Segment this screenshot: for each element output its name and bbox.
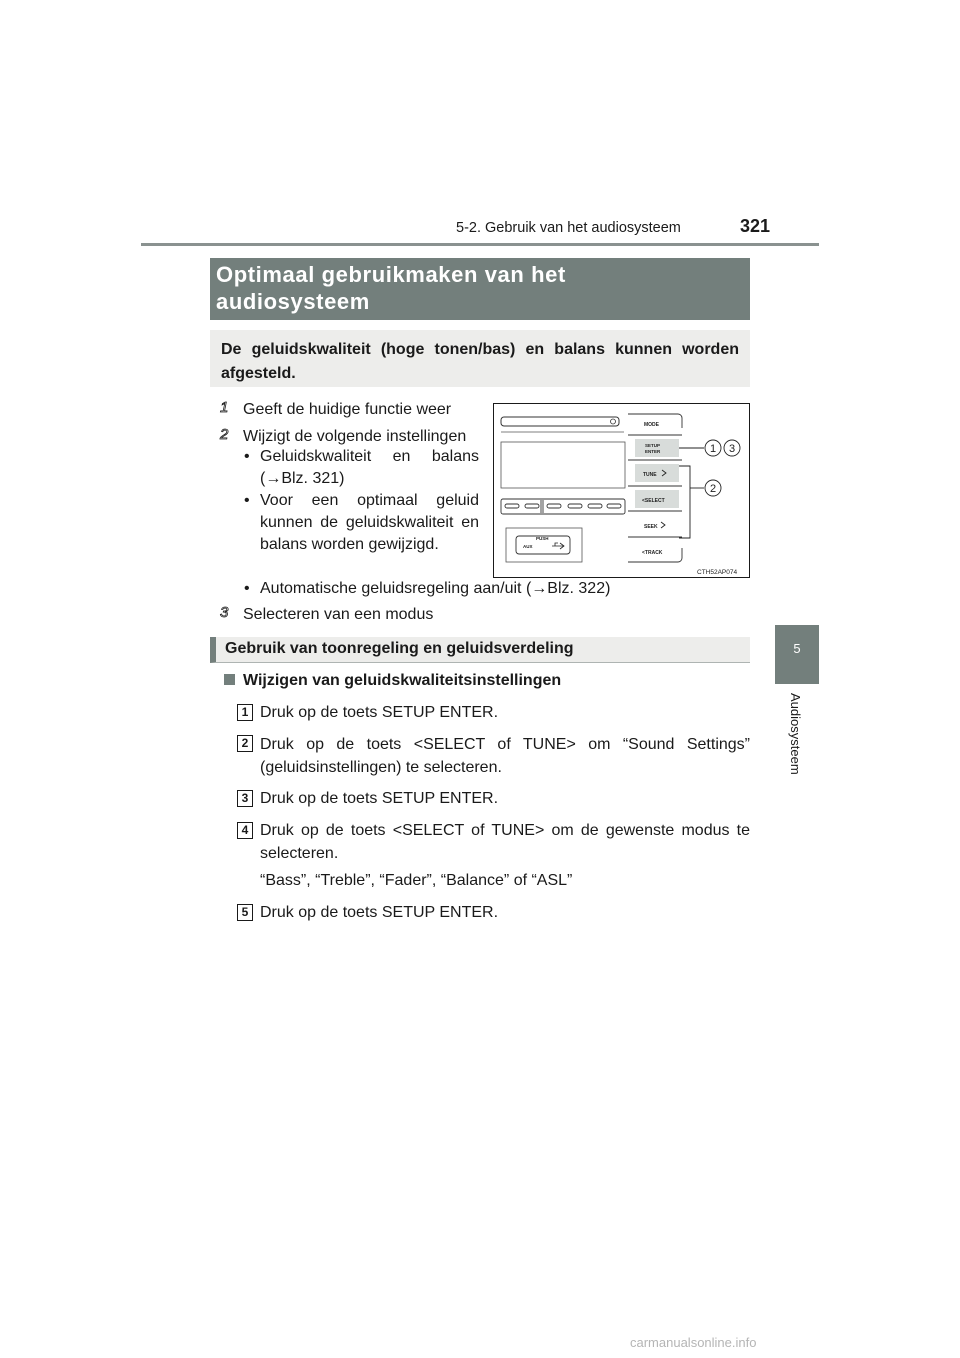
- track-label: <TRACK: [642, 550, 663, 556]
- intro-text: De geluidskwaliteit (hoge tonen/bas) en balans kunnen worden afgesteld.: [210, 330, 750, 387]
- callout-text-2: Wijzigt de volgende instellingen: [243, 428, 467, 445]
- seek-label: SEEK: [644, 524, 658, 530]
- select-label: <SELECT: [642, 498, 665, 504]
- audio-panel-diagram: [493, 403, 750, 578]
- aux-panel: [506, 528, 582, 562]
- aux-label: AUX: [523, 544, 533, 549]
- chapter-number: 5: [793, 641, 801, 656]
- subsection-title: Gebruik van toonregeling en geluidsverdeling: [210, 637, 750, 663]
- step-number-3: 3: [237, 790, 253, 807]
- step-text-3: Druk op de toets SETUP ENTER.: [260, 790, 499, 807]
- callout-text-1: Geeft de huidige functie weer: [243, 401, 452, 418]
- list-item: • Geluidskwaliteit en balans (→Blz. 321): [244, 448, 479, 487]
- tune-label: TUNE: [643, 472, 657, 478]
- push-label: PUSH: [536, 536, 549, 541]
- setup-enter-button: [635, 439, 679, 457]
- list-item: • Voor een optimaal geluid kunnen de geluidskwaliteit en balans worden gewijzigd.: [244, 492, 479, 553]
- setup-label: SETUP: [645, 443, 661, 448]
- callout-label-2: 2: [709, 483, 717, 495]
- callout-label-1: 1: [709, 443, 717, 455]
- mode-label: MODE: [644, 422, 659, 428]
- tune-button: [635, 464, 679, 482]
- square-bullet-icon: [224, 674, 235, 685]
- step-number-2: 2: [237, 735, 253, 752]
- page-heading-line1: Optimaal gebruikmaken van het: [216, 262, 566, 287]
- step-text-2: Druk op de toets <SELECT of TUNE> om “Sound Settings” (geluidsinstellingen) te selecteren.: [260, 736, 750, 776]
- figure-code: CTH52AP074: [697, 569, 738, 576]
- page-heading: [210, 258, 750, 320]
- cd-slot: [501, 417, 619, 426]
- step-number-1: 1: [237, 704, 253, 721]
- page-number: 321: [740, 216, 771, 236]
- callout-number-3: 3: [220, 604, 229, 621]
- header-divider: [141, 243, 819, 246]
- callout-text-3: Selecteren van een modus: [243, 606, 434, 623]
- list-item: • Automatische geluidsregeling aan/uit (→Blz. 322): [244, 580, 611, 597]
- watermark: carmanualsonline.info: [630, 1335, 757, 1350]
- step-number-5: 5: [237, 904, 253, 921]
- right-button-frame: [628, 414, 682, 562]
- chevron-right-icon: [661, 522, 665, 528]
- display-screen: [501, 442, 625, 488]
- callout-label-3: 3: [728, 443, 736, 455]
- page-heading-line2: audiosysteem: [216, 289, 370, 314]
- step-4-note: “Bass”, “Treble”, “Fader”, “Balance” of “ASL”: [260, 872, 573, 889]
- section-title: 5-2. Gebruik van het audiosysteem: [456, 220, 681, 236]
- procedure-heading: Wijzigen van geluidskwaliteitsinstellingen: [224, 672, 561, 690]
- preset-buttons: [501, 499, 625, 514]
- enter-label: ENTER: [645, 449, 661, 454]
- callout-2-bullets: [243, 446, 479, 556]
- bracket-2: [679, 466, 690, 538]
- callout-number-1: 1: [220, 399, 229, 416]
- step-text-1: Druk op de toets SETUP ENTER.: [260, 704, 499, 721]
- usb-icon: [552, 543, 564, 549]
- step-text-5: Druk op de toets SETUP ENTER.: [260, 904, 499, 921]
- callout-number-2: 2: [220, 426, 229, 443]
- step-number-4: 4: [237, 822, 253, 839]
- chapter-label: Audiosysteem: [788, 693, 803, 775]
- audio-panel-illustration: [494, 404, 751, 579]
- eject-icon: [611, 419, 616, 424]
- step-text-4: Druk op de toets <SELECT of TUNE> om de gewenste modus te selecteren.: [260, 822, 750, 862]
